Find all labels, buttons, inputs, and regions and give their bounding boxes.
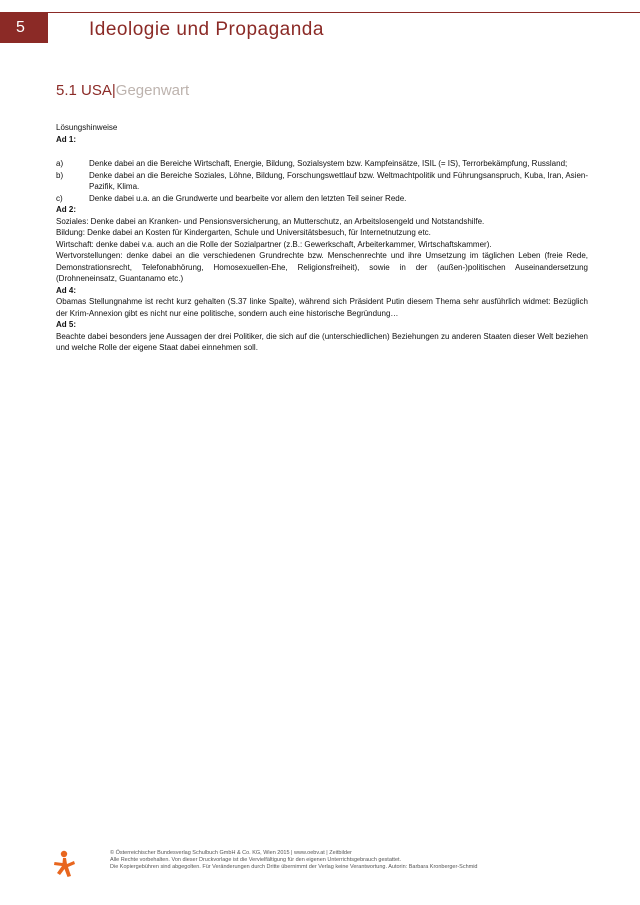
oebv-logo-icon: [52, 848, 76, 878]
footer-copyright: © Österreichischer Bundesverlag Schulbuch GmbH & Co. KG, Wien 2015 | www.oebv.at | Zeitbilder: [110, 850, 352, 856]
list-marker: a): [56, 159, 64, 168]
footer-rights: Alle Rechte vorbehalten. Von dieser Druckvorlage ist die Vervielfältigung für den eigenen Unterrichtsgebrauch gestattet.: [110, 857, 402, 863]
ad2-paragraph: Soziales: Denke dabei an Kranken- und Pensionsversicherung, an Mutterschutz, an Arbeitslosengeld und Notstandshilfe.: [56, 216, 485, 226]
ad5-text: Beachte dabei besonders jene Aussagen der drei Politiker, die sich auf die (unterschiedlichen) Beziehungen zu anderen Staaten dieser Welt beziehen und welche Rolle der eigene Staat dabei einnehmen soll.: [56, 331, 588, 352]
ad5-heading: Ad 5:: [56, 320, 76, 329]
ad4-text: Obamas Stellungnahme ist recht kurz gehalten (S.37 linke Spalte), während sich Präsident Putin diesem Thema sehr ausführlich widmet: Bezüglich der Krim-Annexion gibt es nicht nur eine politische, sondern auch eine historische Begründung…: [56, 297, 588, 318]
header-rule: [0, 12, 640, 13]
section-separator: |: [111, 82, 116, 99]
list-item-text: Denke dabei an die Bereiche Wirtschaft, Energie, Bildung, Sozialsystem bzw. Kampfeinsätze, ISIL (= IS), Terrorbekämpfung, Russland;: [89, 159, 568, 168]
list-item-text: Denke dabei an die Bereiche Soziales, Löhne, Bildung, Forschungswettlauf bzw. Weltmachtpolitik und Führungsanspruch, Kuba, Iran, Asien-Pazifik, Klima.: [89, 170, 588, 191]
solutions-subtitle: Lösungshinweise: [56, 123, 118, 132]
list-item: [56, 193, 588, 205]
ad1-list: [56, 158, 588, 204]
list-item: [56, 170, 588, 193]
ad1-heading: Ad 1:: [56, 134, 76, 144]
ad2-paragraph: Bildung: Denke dabei an Kosten für Kindergarten, Schule und Universitätsbesuch, für Internetnutzung etc.: [56, 228, 431, 237]
list-item: [56, 158, 588, 170]
ad2-heading: Ad 2:: [56, 205, 76, 214]
footer: [110, 850, 478, 871]
ad2-paragraph: Wertvorstellungen: denke dabei an die verschiedenen Grundrechte bzw. Menschenrechte und ihre Umsetzung im täglichen Leben (freie Rede, Demonstrationsrecht, Telefonabhörung, Homosexuellen-Ehe, Religionsfreiheit), sowie in der (außen-)politischen Auseinandersetzung (Drohneneinsatz, Guantanamo etc.): [56, 251, 588, 283]
section-heading: [56, 82, 189, 99]
section-subtitle: Gegenwart: [115, 82, 190, 99]
list-item-text: Denke dabei u.a. an die Grundwerte und bearbeite vor allem den letzten Teil seiner Rede.: [89, 193, 407, 203]
page-title: Ideologie und Propaganda: [89, 19, 324, 40]
ad4-heading: Ad 4:: [56, 285, 76, 295]
document-body: [56, 122, 588, 354]
list-marker: b): [56, 170, 64, 180]
list-marker: c): [56, 193, 63, 203]
ad2-paragraph: Wirtschaft: denke dabei v.a. auch an die Rolle der Sozialpartner (z.B.: Gewerkschaft, Arbeiterkammer, Wirtschaftskammer).: [56, 239, 492, 249]
footer-disclaimer: Die Kopiergebühren sind abgegolten. Für Veränderungen durch Dritte übernimmt der Verlag keine Verantwortung. Autorin: Barbara Kronberger-Schmid: [110, 864, 478, 870]
chapter-number-badge: 5: [0, 13, 48, 43]
section-number: 5.1 USA: [56, 82, 112, 99]
